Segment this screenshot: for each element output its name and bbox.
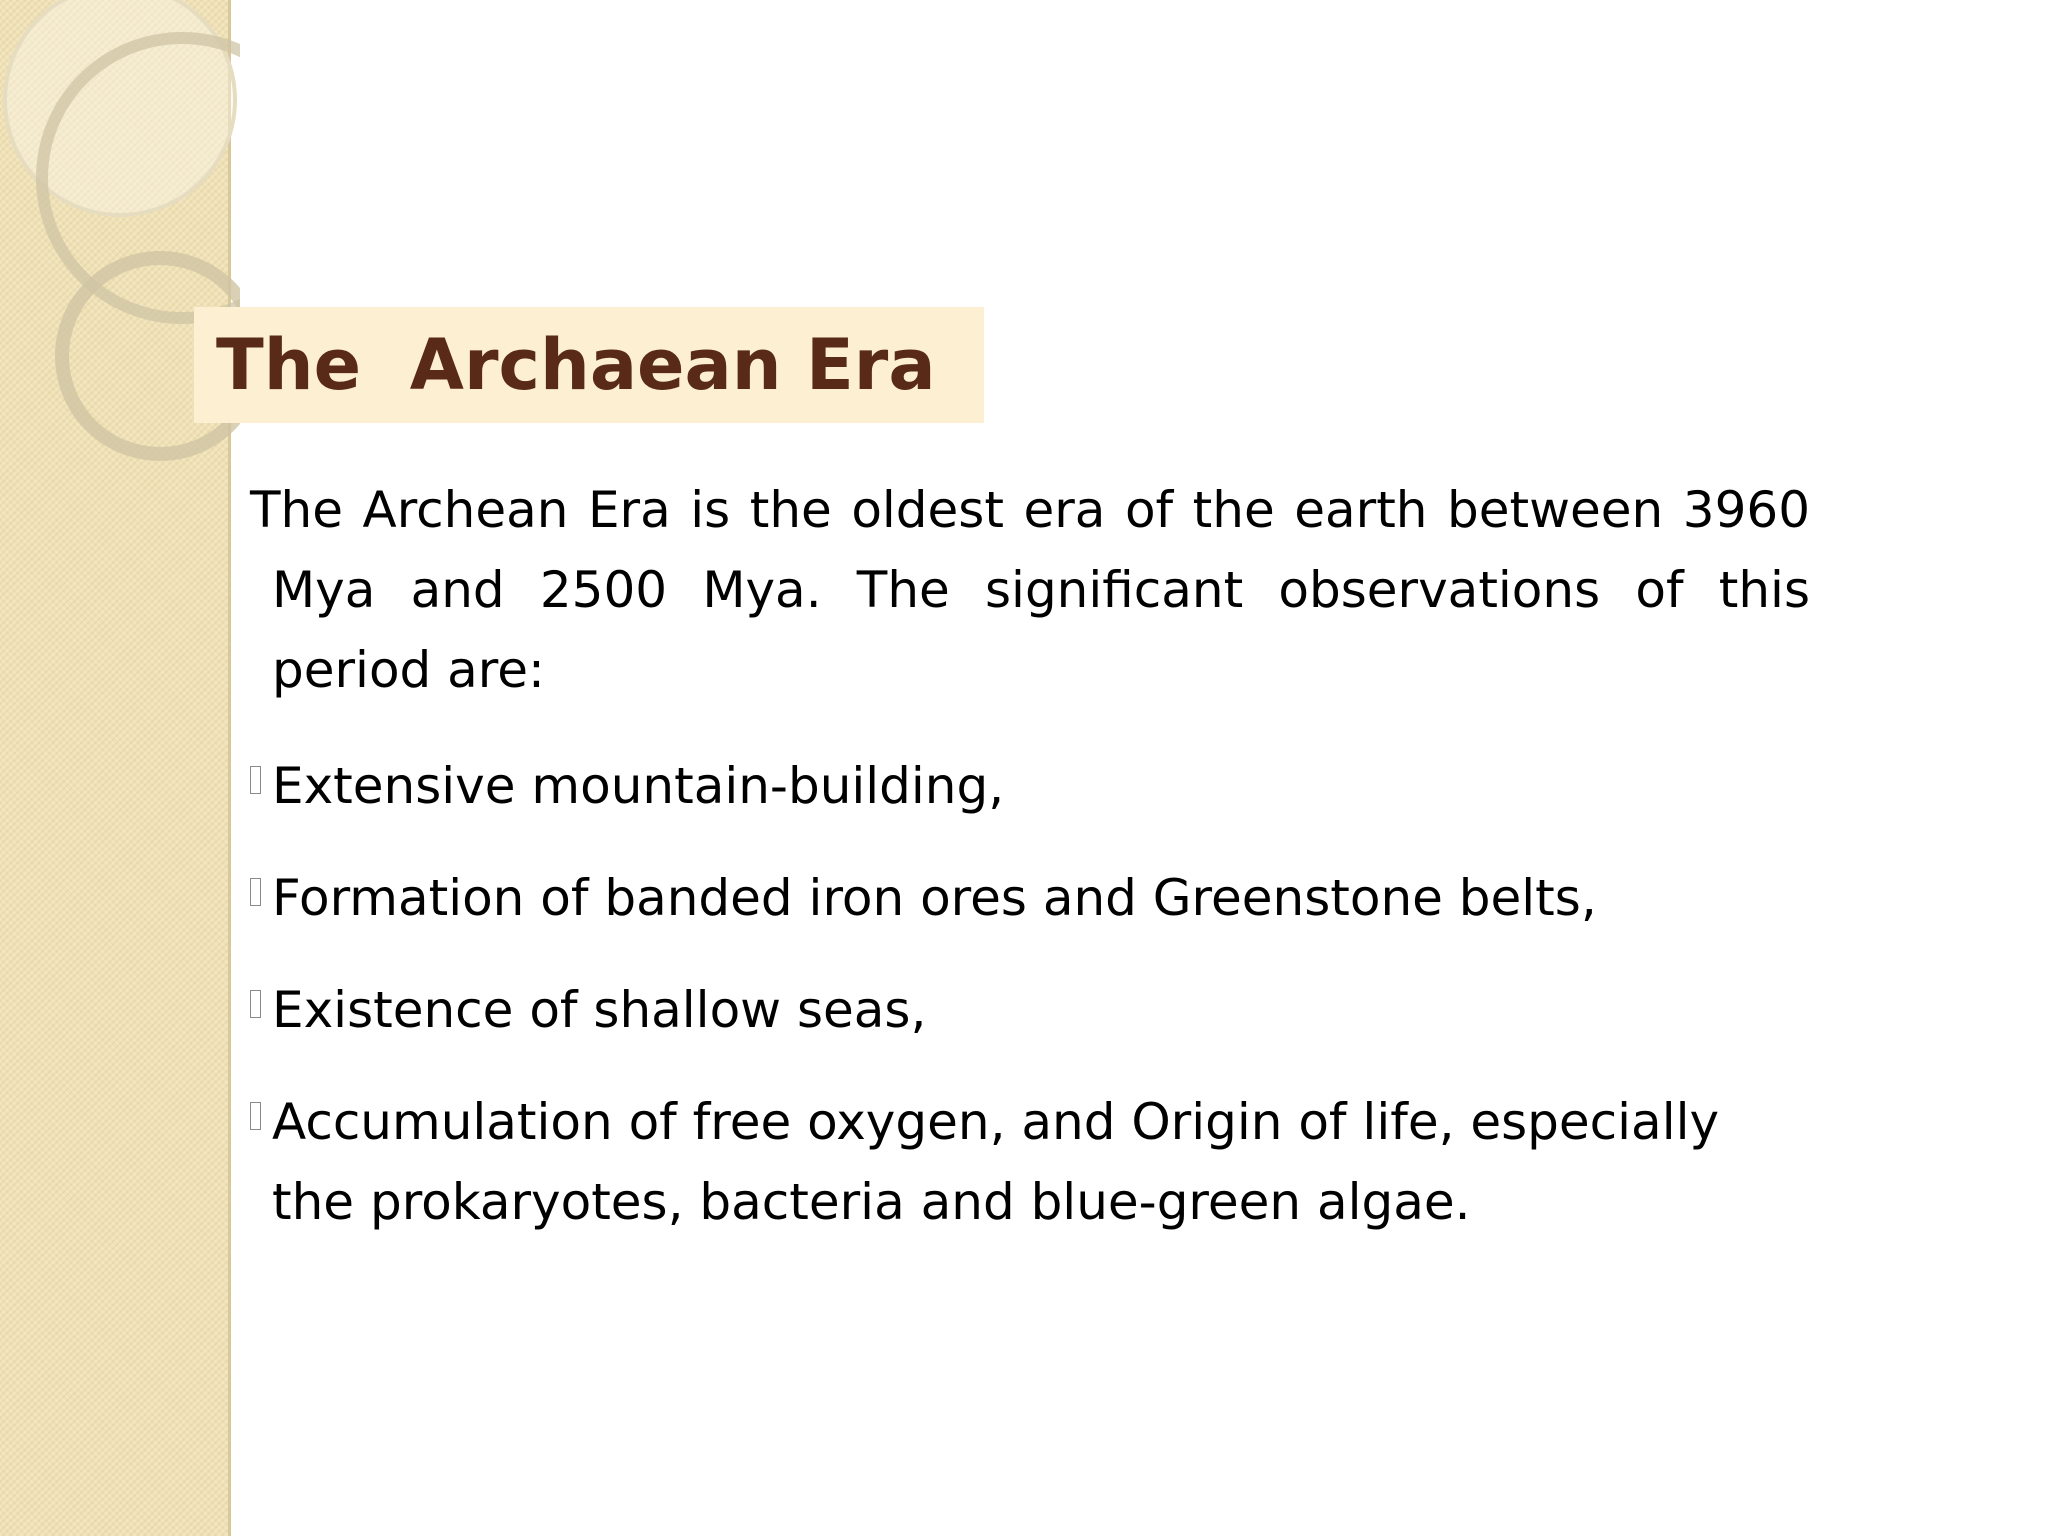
slide-title: The Archaean Era	[216, 324, 936, 406]
title-box	[194, 307, 984, 423]
decorative-rings-graphic	[0, 0, 240, 500]
list-item	[250, 858, 1810, 938]
bullet-icon	[250, 990, 261, 1018]
bullet-text: Existence of shallow seas,	[272, 981, 927, 1039]
bullet-icon	[250, 1102, 261, 1130]
bullet-text: Formation of banded iron ores and Greenstone belts,	[272, 869, 1597, 927]
list-item	[250, 746, 1810, 826]
bullet-icon	[250, 766, 261, 794]
list-item	[250, 1082, 1810, 1242]
bullet-text: Extensive mountain-building,	[272, 757, 1005, 815]
bullet-list	[250, 746, 1810, 1242]
intro-paragraph: The Archean Era is the oldest era of the earth between 3960 Mya and 2500 Mya. The significant observations of this period are:	[250, 481, 1810, 699]
bullet-text: Accumulation of free oxygen, and Origin of life, especially the prokaryotes, bacteria and blue-green algae.	[272, 1093, 1720, 1231]
slide-body	[250, 470, 1810, 1274]
list-item	[250, 970, 1810, 1050]
bullet-icon	[250, 878, 261, 906]
